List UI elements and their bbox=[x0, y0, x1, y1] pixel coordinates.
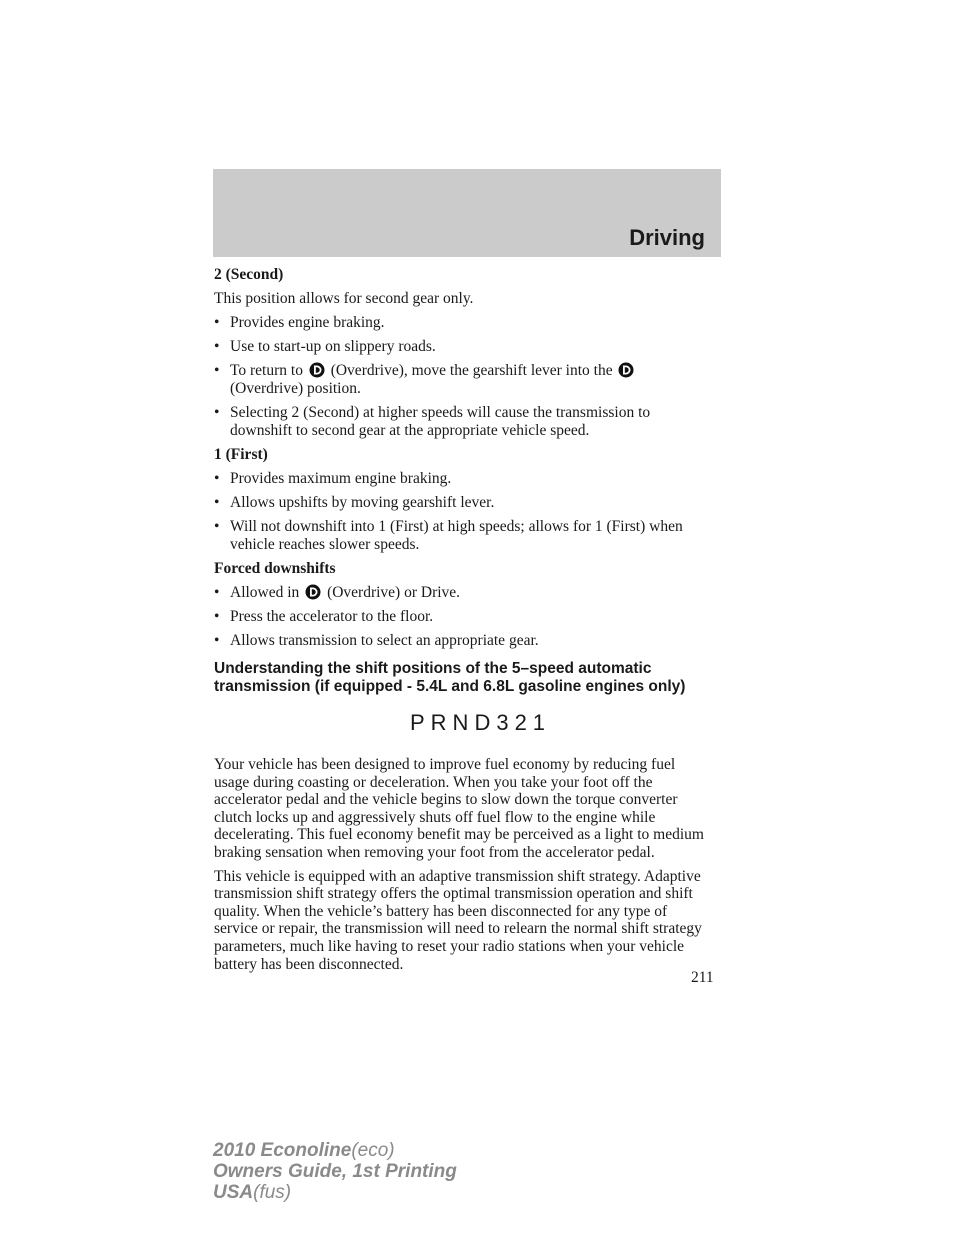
bullet-dot: • bbox=[214, 404, 220, 421]
second-bullet-list bbox=[214, 314, 714, 440]
first-bullet-list bbox=[214, 470, 714, 554]
gear-indicator: PRND321 bbox=[410, 710, 552, 735]
bullet-dot: • bbox=[214, 608, 220, 625]
list-item: • Use to start-up on slippery roads. bbox=[214, 338, 436, 355]
forced-bullet-list bbox=[214, 584, 714, 650]
bullet-dot: • bbox=[214, 338, 220, 355]
fuel-economy-paragraph: Your vehicle has been designed to improve fuel economy by reducing fuel usage during coasting or deceleration. When you take your foot off the accelerator pedal and the vehicle begins to slow down the torque converter clutch locks up and aggressively shuts off fuel flow to the engine while decelerating. This fuel economy benefit may be perceived as a light to medium braking sensation when removing your foot from the accelerator pedal. bbox=[214, 756, 704, 861]
bullet-dot: • bbox=[214, 518, 220, 535]
print-footer bbox=[213, 1140, 457, 1203]
overdrive-d-icon bbox=[618, 362, 634, 378]
list-item: • Provides maximum engine braking. bbox=[214, 470, 452, 487]
list-item: • Selecting 2 (Second) at higher speeds will cause the transmission to downshift to second gear at the appropriate vehicle speed. bbox=[214, 404, 651, 439]
forced-downshifts-heading: Forced downshifts bbox=[214, 560, 336, 577]
bullet-dot: • bbox=[214, 584, 220, 601]
second-heading: 2 (Second) bbox=[214, 266, 284, 283]
list-item: • Allowed in (Overdrive) or Drive. bbox=[214, 584, 461, 601]
bullet-dot: • bbox=[214, 632, 220, 649]
bullet-dot: • bbox=[214, 362, 220, 379]
list-item: • Allows transmission to select an appropriate gear. bbox=[214, 632, 539, 649]
page-content bbox=[214, 266, 714, 979]
bullet-dot: • bbox=[214, 314, 220, 331]
section-title: Driving bbox=[629, 225, 705, 250]
footer-line-1: 2010 Econoline(eco) bbox=[213, 1140, 395, 1161]
bullet-dot: • bbox=[214, 470, 220, 487]
overdrive-d-icon bbox=[309, 362, 325, 378]
overdrive-d-icon bbox=[305, 584, 321, 600]
list-item: • Provides engine braking. bbox=[214, 314, 385, 331]
list-item: • To return to (Overdrive), move the gearshift lever into the (Overdrive) position. bbox=[214, 362, 714, 398]
understanding-heading: Understanding the shift positions of the 5–speed automatic transmission (if equipped - 5.4L and 6.8L gasoline engines only) bbox=[214, 660, 686, 695]
section-header-band bbox=[213, 169, 721, 257]
bullet-dot: • bbox=[214, 494, 220, 511]
footer-line-2: Owners Guide, 1st Printing bbox=[213, 1161, 457, 1182]
adaptive-shift-paragraph: This vehicle is equipped with an adaptive transmission shift strategy. Adaptive transmission shift strategy offers the optimal transmission operation and shift quality. When the vehicle’s battery has been disconnected for any type of service or repair, the transmission will need to relearn the normal shift strategy parameters, much like having to reset your radio stations when your vehicle battery has been disconnected. bbox=[214, 867, 702, 973]
list-item: • Press the accelerator to the floor. bbox=[214, 608, 434, 625]
list-item: • Allows upshifts by moving gearshift lever. bbox=[214, 494, 495, 511]
second-intro: This position allows for second gear only. bbox=[214, 290, 474, 307]
page-number: 211 bbox=[691, 969, 714, 986]
list-item: • Will not downshift into 1 (First) at high speeds; allows for 1 (First) when vehicle reaches slower speeds. bbox=[214, 518, 683, 553]
footer-line-3: USA(fus) bbox=[213, 1182, 292, 1203]
first-heading: 1 (First) bbox=[214, 446, 268, 463]
